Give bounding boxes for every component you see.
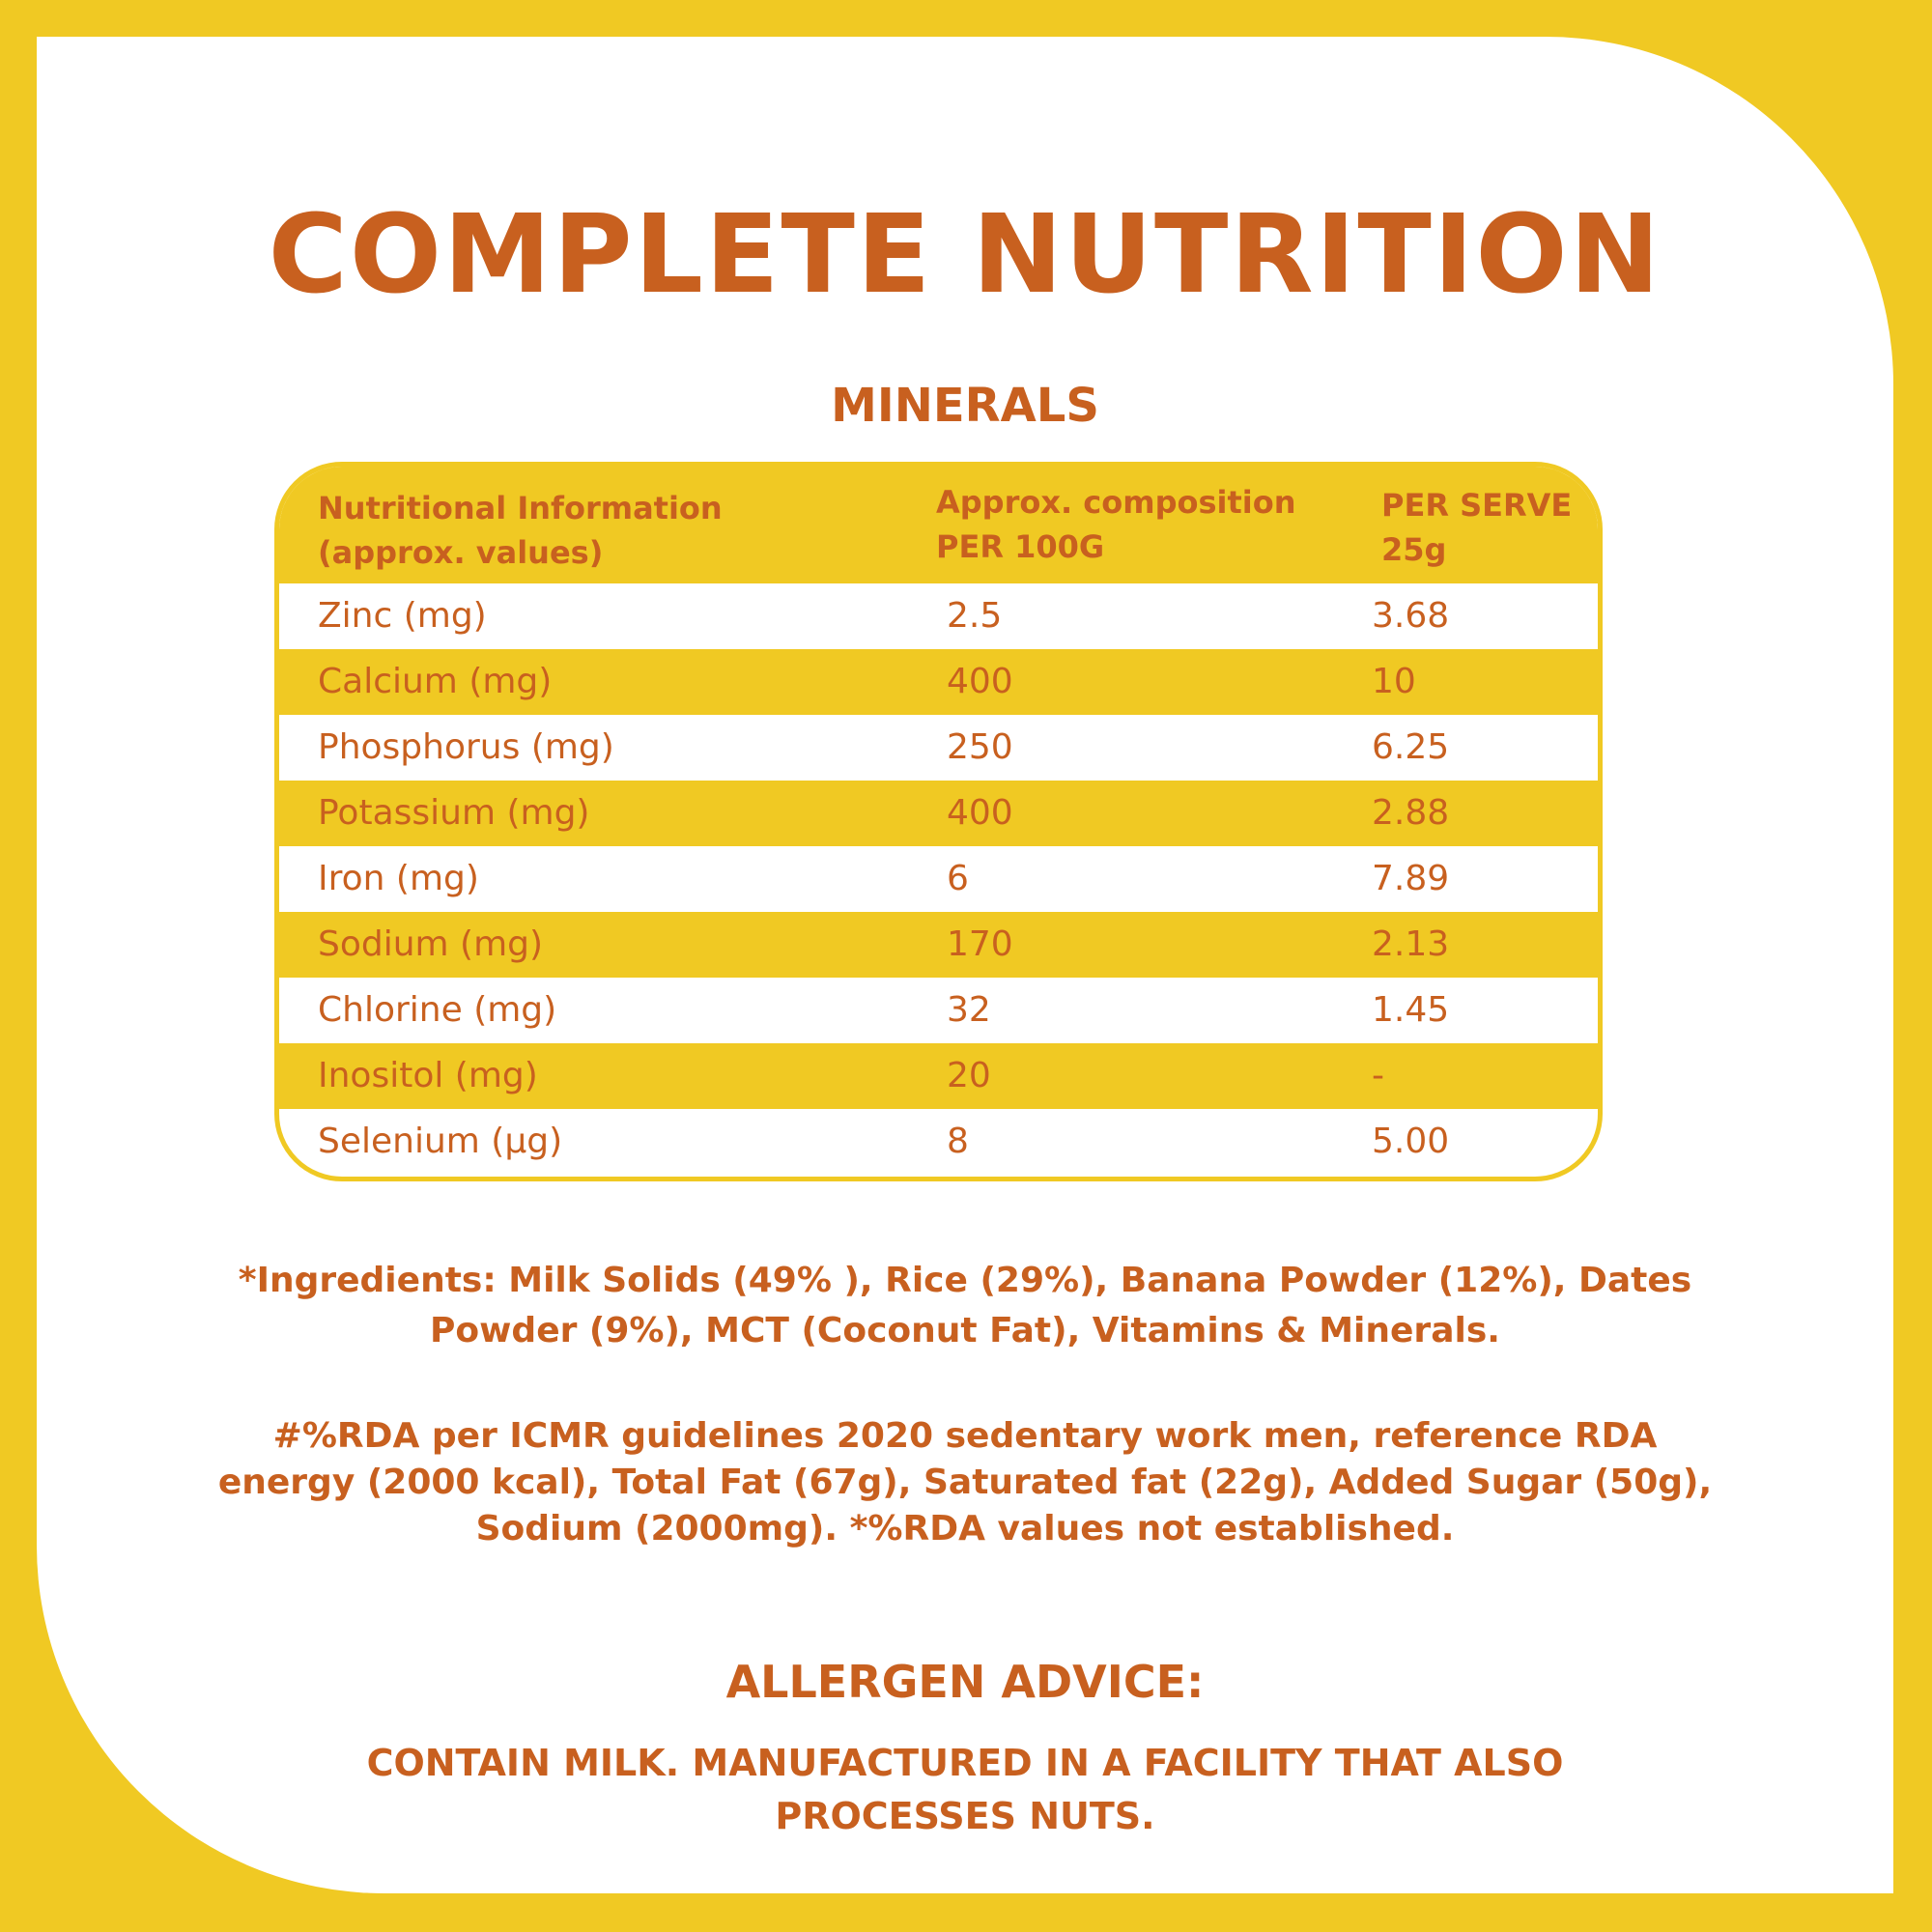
header-nutritional-information (318, 486, 723, 575)
value-per-serve: 6.25 (1372, 727, 1450, 767)
value-per-serve: 3.68 (1372, 596, 1450, 636)
nutrient-name: Inositol (mg) (318, 1056, 538, 1095)
nutrient-name: Zinc (mg) (318, 596, 487, 636)
value-per-100g: 2.5 (947, 596, 1003, 636)
table-header (279, 467, 1598, 583)
nutrient-name: Sodium (mg) (318, 924, 544, 964)
minerals-table (274, 462, 1603, 1181)
nutrient-name: Chlorine (mg) (318, 990, 557, 1030)
value-per-serve: 1.45 (1372, 990, 1450, 1030)
table-row (279, 781, 1598, 846)
allergen-text: CONTAIN MILK. MANUFACTURED IN A FACILITY THAT ALSO PROCESSES NUTS. (366, 1742, 1564, 1837)
header-per-100g (936, 480, 1296, 569)
value-per-serve: 2.13 (1372, 924, 1450, 964)
value-per-100g: 400 (947, 793, 1013, 833)
nutrient-name: Selenium (µg) (318, 1122, 563, 1161)
value-per-100g: 20 (947, 1056, 991, 1095)
header-col1-line2: (approx. values) (318, 534, 604, 571)
table-row (279, 1043, 1598, 1109)
section-title-minerals: MINERALS (831, 379, 1099, 433)
table-row (279, 649, 1598, 715)
table-row (279, 912, 1598, 978)
nutrient-name: Calcium (mg) (318, 662, 553, 701)
table-row (279, 1109, 1598, 1175)
value-per-100g: 32 (947, 990, 991, 1030)
header-col2-line2: PER 100G (936, 528, 1105, 565)
value-per-serve: 5.00 (1372, 1122, 1450, 1161)
header-col1-line1: Nutritional Information (318, 490, 723, 526)
value-per-100g: 250 (947, 727, 1013, 767)
value-per-serve: 2.88 (1372, 793, 1450, 833)
nutrient-name: Iron (mg) (318, 859, 479, 898)
nutrient-name: Phosphorus (mg) (318, 727, 614, 767)
value-per-100g: 170 (947, 924, 1013, 964)
value-per-100g: 6 (947, 859, 969, 898)
value-per-100g: 400 (947, 662, 1013, 701)
page-title: COMPLETE NUTRITION (268, 192, 1662, 318)
header-per-serve (1381, 483, 1572, 572)
nutrient-name: Potassium (mg) (318, 793, 590, 833)
table-row (279, 846, 1598, 912)
ingredients-text: *Ingredients: Milk Solids (49% ), Rice (29%), Banana Powder (12%), Dates Powder (9%), MCT (Coconut Fat), Vitamins & Minerals. (238, 1261, 1692, 1350)
header-col2-line1: Approx. composition (936, 484, 1296, 521)
header-col3-line1: PER SERVE (1381, 487, 1573, 524)
value-per-serve: 7.89 (1372, 859, 1450, 898)
rda-note: #%RDA per ICMR guidelines 2020 sedentary work men, reference RDA energy (2000 kcal), Total Fat (67g), Saturated fat (22g), Added Sugar (50g), Sodium (2000mg). *%RDA values not established. (217, 1416, 1713, 1548)
allergen-title: ALLERGEN ADVICE: (725, 1656, 1205, 1708)
table-row (279, 583, 1598, 649)
header-col3-line2: 25g (1381, 531, 1447, 568)
table-row (279, 715, 1598, 781)
value-per-serve: 10 (1372, 662, 1416, 701)
content-card (37, 37, 1893, 1893)
table-row (279, 978, 1598, 1043)
value-per-serve: - (1372, 1056, 1384, 1095)
value-per-100g: 8 (947, 1122, 969, 1161)
